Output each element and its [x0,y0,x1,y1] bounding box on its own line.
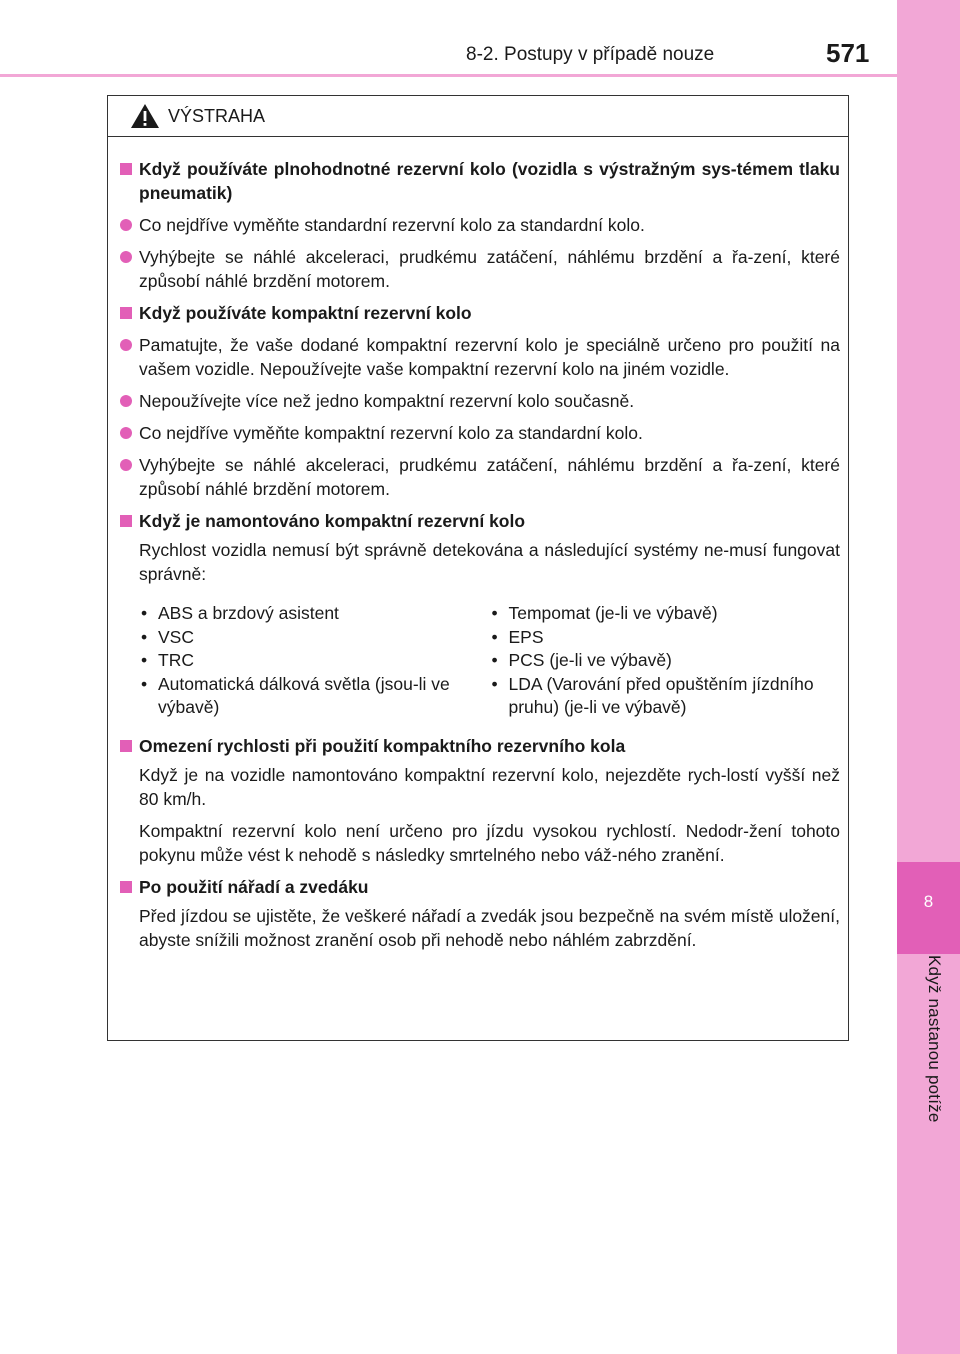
list-item: • Tempomat (je-li ve výbavě) [491,603,718,623]
square-bullet-icon [120,740,132,752]
list-item: • TRC [141,650,194,670]
systems-list-left [139,602,490,720]
square-bullet-icon [120,881,132,893]
list-item: • ABS a brzdový asistent [141,603,339,623]
warning-title: VÝSTRAHA [168,105,266,126]
section-heading: Když je namontováno kompaktní rezervní kolo [116,509,840,533]
chapter-title: Když nastanou potíže [925,955,944,1123]
paragraph: Když je na vozidle namontováno kompaktní rezervní kolo, nejezděte rych-lostí vyšší než 80 km/h. [139,764,840,809]
page-number: 571 [826,38,870,68]
warning-box [107,95,849,1041]
list-item: • LDA (Varování před opuštěním jízdního pruhu) (je-li ve výbavě) [491,673,814,717]
chapter-number: 8 [923,892,934,911]
paragraph: Kompaktní rezervní kolo není určeno pro jízdu vysokou rychlostí. Nedodr-žení tohoto pokynu může vést k nehodě s následky smrtelného nebo váž-ného zranění. [139,820,840,865]
systems-list [116,602,840,720]
circle-bullet-icon [120,459,132,471]
paragraph: Rychlost vozidla nemusí být správně detekována a následující systémy ne-musí fungovat správně: [139,540,840,584]
square-bullet-icon [120,163,132,175]
warning-header [108,96,848,137]
list-item: • VSC [141,626,194,647]
section-heading: Když používáte kompaktní rezervní kolo [116,301,840,325]
systems-list-right [490,602,841,720]
list-item: Vyhýbejte se náhlé akceleraci, prudkému zatáčení, náhlému brzdění a řa-zení, které způsobí náhlé brzdění motorem. [116,245,840,293]
circle-bullet-icon [120,427,132,439]
header-rule [0,74,897,77]
paragraph: Před jízdou se ujistěte, že veškeré nářadí a zvedák jsou bezpečně na svém místě uložení, abyste snížili možnost zranění osob při nehodě nebo náhlém zabrzdění. [139,905,840,950]
section-heading: Když používáte plnohodnotné rezervní kolo (vozidla s výstražným sys-témem tlaku pneumatik) [116,157,840,205]
list-item: Co nejdříve vyměňte kompaktní rezervní kolo za standardní kolo. [116,421,840,445]
header-section-title: 8-2. Postupy v případě nouze [466,44,715,65]
square-bullet-icon [120,515,132,527]
list-item: • EPS [491,626,544,647]
warning-triangle-icon [130,103,160,129]
square-bullet-icon [120,307,132,319]
list-item: • PCS (je-li ve výbavě) [491,650,672,670]
section-heading: Po použití nářadí a zvedáku [116,875,840,899]
list-item: Nepoužívejte více než jedno kompaktní rezervní kolo současně. [116,389,840,413]
circle-bullet-icon [120,339,132,351]
circle-bullet-icon [120,251,132,263]
section-heading: Omezení rychlosti při použití kompaktního rezervního kola [116,734,840,758]
warning-content [108,137,848,952]
list-item: • Automatická dálková světla (jsou-li ve výbavě) [141,673,450,717]
list-item: Vyhýbejte se náhlé akceleraci, prudkému zatáčení, náhlému brzdění a řa-zení, které způsobí náhlé brzdění motorem. [116,453,840,501]
circle-bullet-icon [120,219,132,231]
list-item: Co nejdříve vyměňte standardní rezervní kolo za standardní kolo. [116,213,840,237]
list-item: Pamatujte, že vaše dodané kompaktní rezervní kolo je speciálně určeno pro použití na vašem vozidle. Nepoužívejte vaše kompaktní rezervní kolo na jiném vozidle. [116,333,840,381]
circle-bullet-icon [120,395,132,407]
